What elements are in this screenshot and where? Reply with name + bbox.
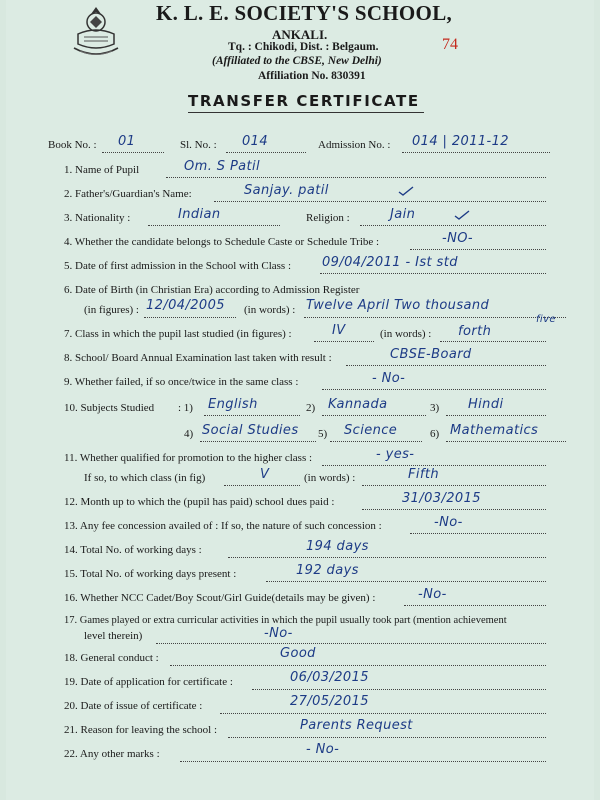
field-9-line — [322, 389, 546, 390]
subject-1-number: : 1) — [178, 402, 193, 414]
school-crest-icon — [70, 4, 122, 62]
field-18-label: 18. General conduct : — [64, 652, 159, 664]
school-affiliation: (Affiliated to the CBSE, New Delhi) — [212, 55, 382, 67]
field-20-label: 20. Date of issue of certificate : — [64, 700, 203, 712]
sl-no-label: Sl. No. : — [180, 139, 217, 151]
field-2-line — [214, 201, 546, 202]
field-1-line — [166, 177, 546, 178]
field-11-label: 11. Whether qualified for promotion to the higher class : — [64, 452, 313, 464]
field-4-value: -NO- — [442, 231, 473, 246]
field-14-label: 14. Total No. of working days : — [64, 544, 202, 556]
religion-label: Religion : — [306, 212, 350, 224]
field-8-label: 8. School/ Board Annual Examination last taken with result : — [64, 352, 332, 364]
school-taluk: Tq. : Chikodi, Dist. : Belgaum. — [228, 41, 379, 53]
field-4-line — [410, 249, 546, 250]
book-no-label: Book No. : — [48, 139, 97, 151]
field-7-label: 7. Class in which the pupil last studied (in figures) : — [64, 328, 292, 340]
field-3-line — [148, 225, 280, 226]
religion-value: Jain — [390, 207, 416, 222]
field-12-label: 12. Month up to which the (pupil has paid) school dues paid : — [64, 496, 335, 508]
field-6-words-extra: five — [536, 314, 556, 325]
subject-5-line — [330, 441, 422, 442]
field-15-label: 15. Total No. of working days present : — [64, 568, 237, 580]
field-13-value: -No- — [434, 515, 463, 530]
field-5-line — [320, 273, 546, 274]
field-6-figures-value: 12/04/2005 — [146, 298, 225, 313]
field-20-line — [220, 713, 546, 714]
field-21-value: Parents Request — [300, 718, 413, 733]
book-no-value: 01 — [118, 134, 136, 149]
field-7-words-line — [440, 341, 546, 342]
field-18-line — [170, 665, 546, 666]
subject-2-value: Kannada — [328, 397, 388, 412]
field-22-line — [180, 761, 546, 762]
field-6-words-value: Twelve April Two thousand — [306, 298, 490, 313]
field-16-label: 16. Whether NCC Cadet/Boy Scout/Girl Guide(details may be given) : — [64, 592, 376, 604]
field-8-line — [346, 365, 546, 366]
sl-no-value: 014 — [242, 134, 269, 149]
field-22-label: 22. Any other marks : — [64, 748, 160, 760]
check-tick-icon — [398, 186, 414, 196]
field-17-line — [156, 643, 546, 644]
title-underline — [188, 112, 424, 113]
subject-3-line — [446, 415, 546, 416]
field-8-value: CBSE-Board — [390, 347, 472, 362]
subject-6-line — [446, 441, 566, 442]
field-5-label: 5. Date of first admission in the School with Class : — [64, 260, 292, 272]
field-6-label: 6. Date of Birth (in Christian Era) according to Admission Register — [64, 284, 360, 296]
field-3-value: Indian — [178, 207, 221, 222]
field-9-label: 9. Whether failed, if so once/twice in the same class : — [64, 376, 299, 388]
admission-no-line — [402, 152, 550, 153]
field-6-words-line — [304, 317, 566, 318]
field-15-value: 192 days — [296, 563, 359, 578]
field-11-class-value: V — [260, 467, 270, 482]
field-7-words-value: forth — [458, 324, 492, 339]
school-town: ANKALI. — [272, 27, 328, 42]
field-16-line — [404, 605, 546, 606]
subject-1-line — [204, 415, 300, 416]
field-7-figures-line — [314, 341, 374, 342]
field-11-words-value: Fifth — [408, 467, 440, 482]
field-4-label: 4. Whether the candidate belongs to Schedule Caste or Schedule Tribe : — [64, 236, 380, 248]
religion-line — [360, 225, 546, 226]
field-18-value: Good — [280, 646, 316, 661]
subject-2-line — [322, 415, 426, 416]
subject-5-number: 5) — [318, 428, 328, 440]
field-19-line — [252, 689, 546, 690]
check-tick-icon — [454, 210, 470, 220]
field-11-line — [322, 465, 546, 466]
field-7-value: IV — [332, 323, 346, 338]
subject-2-number: 2) — [306, 402, 316, 414]
field-3-label: 3. Nationality : — [64, 212, 131, 224]
certificate-header — [6, 0, 594, 112]
field-12-value: 31/03/2015 — [402, 491, 481, 506]
subject-4-number: 4) — [184, 428, 194, 440]
field-6-words-label: (in words) : — [244, 304, 296, 316]
field-2-value: Sanjay. patil — [244, 183, 329, 198]
subject-3-number: 3) — [430, 402, 440, 414]
field-22-value: - No- — [306, 742, 340, 757]
field-10-label: 10. Subjects Studied — [64, 402, 155, 414]
field-2-label: 2. Father's/Guardian's Name: — [64, 188, 192, 200]
field-20-value: 27/05/2015 — [290, 694, 369, 709]
subject-3-value: Hindi — [468, 397, 504, 412]
admission-no-label: Admission No. : — [318, 139, 391, 151]
field-21-line — [228, 737, 546, 738]
admission-no-value: 014 | 2011-12 — [412, 134, 509, 149]
field-17-label: 17. Games played or extra curricular activities in which the pupil usually took part (mention achievement — [64, 615, 507, 626]
field-21-label: 21. Reason for leaving the school : — [64, 724, 218, 736]
school-name: K. L. E. SOCIETY'S SCHOOL, — [156, 1, 453, 25]
affiliation-number: Affiliation No. 830391 — [258, 70, 366, 82]
book-no-line — [102, 152, 164, 153]
field-14-line — [228, 557, 546, 558]
field-6-figures-label: (in figures) : — [84, 304, 139, 316]
sl-no-line — [226, 152, 306, 153]
field-11-value: - yes- — [376, 447, 415, 462]
field-19-value: 06/03/2015 — [290, 670, 369, 685]
field-16-value: -No- — [418, 587, 447, 602]
certificate-serial-number: 74 — [442, 36, 458, 53]
field-14-value: 194 days — [306, 539, 369, 554]
field-11-words-label: (in words) : — [304, 472, 356, 484]
certificate-title: TRANSFER CERTIFICATE — [188, 92, 420, 110]
field-5-value: 09/04/2011 - Ist std — [322, 255, 458, 270]
field-17-label-cont: level therein) — [84, 630, 143, 642]
subject-6-value: Mathematics — [450, 423, 539, 438]
field-11-class-line — [224, 485, 300, 486]
field-15-line — [266, 581, 546, 582]
subject-5-value: Science — [344, 423, 398, 438]
field-1-value: Om. S Patil — [184, 159, 261, 174]
field-13-line — [410, 533, 546, 534]
field-19-label: 19. Date of application for certificate : — [64, 676, 233, 688]
field-17-value: -No- — [264, 626, 293, 641]
field-9-value: - No- — [372, 371, 406, 386]
field-11-words-line — [362, 485, 546, 486]
field-7-words-label: (in words) : — [380, 328, 432, 340]
field-12-line — [362, 509, 546, 510]
subject-1-value: English — [208, 397, 258, 412]
field-13-label: 13. Any fee concession availed of : If so, the nature of such concession : — [64, 520, 382, 532]
subject-4-line — [200, 441, 316, 442]
subject-6-number: 6) — [430, 428, 440, 440]
subject-4-value: Social Studies — [202, 423, 299, 438]
transfer-certificate — [6, 0, 594, 800]
field-11-class-label: If so, to which class (in fig) — [84, 472, 206, 484]
field-1-label: 1. Name of Pupil — [64, 164, 140, 176]
field-6-figures-line — [144, 317, 236, 318]
